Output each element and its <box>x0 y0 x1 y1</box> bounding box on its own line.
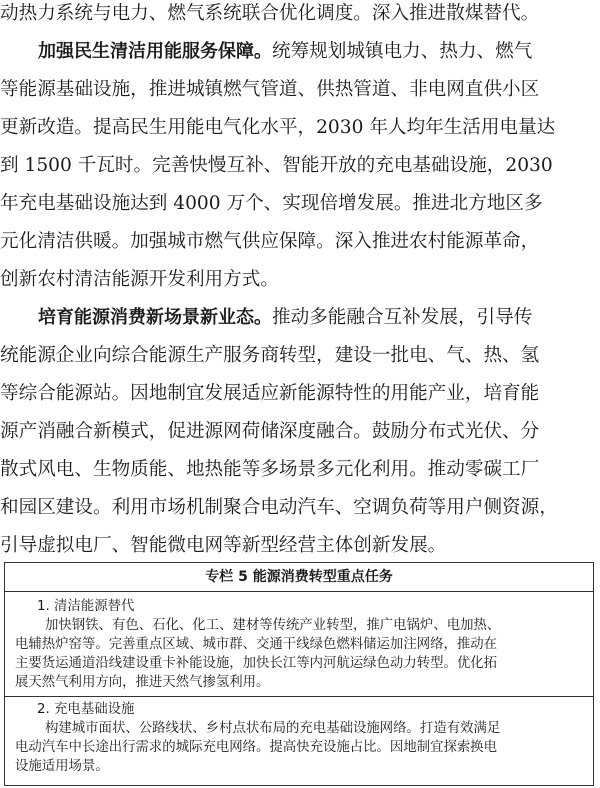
box-line: 构建城市面状、公路线状、乡村点状布局的充电基础设施网络。打造有效满足 <box>45 721 501 736</box>
section-heading: 2. 充电基础设施 <box>37 702 135 717</box>
feature-box <box>4 562 594 786</box>
feature-box-title: 专栏 5 能源消费转型重点任务 <box>5 563 593 592</box>
body-text: 推动多能融合互补发展，引导传 <box>272 307 533 328</box>
paragraph-heading: 培育能源消费新场景新业态。 <box>38 307 272 328</box>
section-heading: 1. 清洁能源替代 <box>37 599 135 614</box>
body-line <box>38 309 600 328</box>
body-text: 统筹规划城镇电力、热力、燃气 <box>272 41 533 62</box>
body-line: 和园区建设。利用市场机制聚合电动汽车、空调负荷等用户侧资源， <box>0 497 558 518</box>
body-line: 统能源企业向综合能源生产服务商转型，建设一批电、气、热、氢 <box>0 345 540 366</box>
box-line: 电动汽车中长途出行需求的城际充电网络。提高快充设施占比。因地制宜探索换电 <box>15 740 498 755</box>
body-line: 年充电基础设施达到 4000 万个、实现倍增发展。推进北方地区多 <box>0 193 543 214</box>
box-line: 加快钢铁、有色、石化、化工、建材等传统产业转型，推广电锅炉、电加热、 <box>45 618 501 633</box>
body-line: 等综合能源站。因地制宜发展适应新能源特性的用能产业，培育能 <box>0 383 540 404</box>
body-line: 等能源基础设施，推进城镇燃气管道、供热管道、非电网直供小区 <box>0 79 540 100</box>
box-line: 设施适用场景。 <box>15 759 109 774</box>
body-line: 散式风电、生物质能、地热能等多场景多元化利用。推动零碳工厂 <box>0 459 540 480</box>
paragraph-heading: 加强民生清洁用能服务保障。 <box>38 41 272 62</box>
body-line: 源产消融合新模式，促进源网荷储深度融合。鼓励分布式光伏、分 <box>0 421 540 442</box>
body-line: 创新农村清洁能源开发利用方式。 <box>0 269 279 290</box>
body-line <box>38 43 600 62</box>
box-line: 电辅热炉窑等。完善重点区域、城市群、交通干线绿色燃料储运加注网络，推动在 <box>15 637 498 652</box>
body-line: 到 1500 千瓦时。完善快慢互补、智能开放的充电基础设施，2030 <box>0 155 553 176</box>
body-line: 引导虚拟电厂、智能微电网等新型经营主体创新发展。 <box>0 535 447 556</box>
section-divider <box>5 696 593 697</box>
body-line: 动热力系统与电力、燃气系统联合优化调度。深入推进散煤替代。 <box>0 3 540 24</box>
box-line: 主要货运通道沿线建设重卡补能设施，加快长江等内河航运绿色动力转型。优化拓 <box>15 656 498 671</box>
body-line: 更新改造。提高民生用能电气化水平，2030 年人均年生活用电量达 <box>0 117 556 138</box>
box-line: 展天然气利用方向，推进天然气掺氢利用。 <box>15 675 270 690</box>
body-line: 元化清洁供暖。加强城市燃气供应保障。深入推进农村能源革命， <box>0 231 540 252</box>
